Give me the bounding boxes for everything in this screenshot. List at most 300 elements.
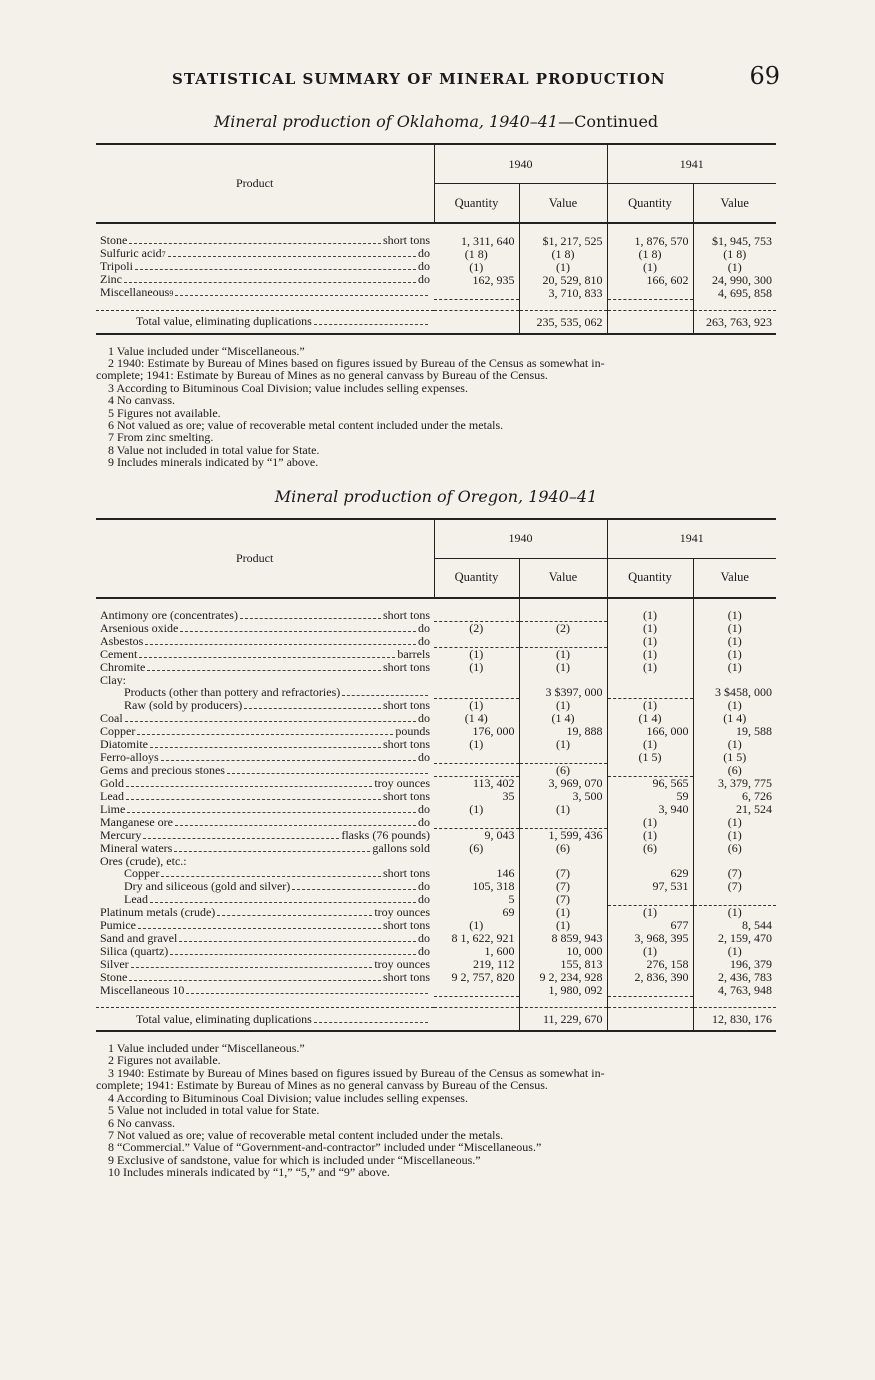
product-cell <box>96 751 434 764</box>
value-1940-cell: (1) <box>519 661 607 674</box>
quantity-1941-cell: 677 <box>607 919 693 932</box>
table-row <box>96 867 776 880</box>
value-1940-cell <box>519 751 607 764</box>
footnote: 4 According to Bituminous Coal Division; value includes selling expenses. <box>108 1090 468 1105</box>
quantity-1940-cell: 1, 600 <box>434 945 519 958</box>
footnote: 9 Includes minerals indicated by “1” above. <box>108 455 319 470</box>
product-cell <box>96 686 434 699</box>
leader-dots <box>129 980 381 981</box>
value-1940-cell: (1) <box>519 906 607 919</box>
leader-dots <box>314 324 428 325</box>
table-row <box>96 674 776 686</box>
spacer-cell <box>96 598 434 609</box>
value-1941-cell: (1) <box>727 647 742 662</box>
quantity-1940-cell: 69 <box>434 906 519 919</box>
value-1941-cell: (1) <box>727 815 742 830</box>
unit-label: do <box>418 273 430 286</box>
quantity-1941-cell: (1) <box>607 622 693 635</box>
quantity-1940-cell: (1) <box>434 648 519 661</box>
oregon-caption-text: Mineral production of Oregon, 1940–41 <box>274 486 598 506</box>
unit-label: do <box>418 711 430 725</box>
value-1941-cell: (1) <box>727 737 742 752</box>
unit-label: short tons <box>382 698 430 712</box>
value-1940-cell: 1, 599, 436 <box>519 829 607 842</box>
quantity-1940-cell <box>434 635 519 648</box>
value-1941-cell <box>693 893 776 906</box>
table-row <box>96 661 776 674</box>
value-1941-cell: (7) <box>727 879 742 894</box>
footnote: 8 “Commercial.” Value of “Government-and-contractor” included under “Miscellaneous.” <box>108 1140 542 1155</box>
leader-dots <box>150 747 381 748</box>
value-1941-cell: (7) <box>727 866 742 881</box>
table-row <box>96 945 776 958</box>
oregon-value-1941-header: Value <box>693 558 776 598</box>
table-row <box>96 880 776 893</box>
table-row <box>96 906 776 919</box>
unit-label: do <box>418 815 430 829</box>
unit-label: do <box>418 944 430 958</box>
oregon-caption <box>96 487 776 506</box>
leader-dots <box>147 670 381 671</box>
unit-label: short tons <box>382 789 430 803</box>
value-1940-cell <box>519 635 607 648</box>
table-row <box>96 712 776 725</box>
spacer-row <box>96 299 776 310</box>
value-1940-cell: (7) <box>519 893 607 906</box>
table-row <box>96 958 776 971</box>
value-1940-cell: 19, 888 <box>519 725 607 738</box>
table-row <box>96 286 776 299</box>
value-1940-cell: 10, 000 <box>519 945 607 958</box>
leader-dots <box>180 631 416 632</box>
quantity-1940-cell: 9 2, 757, 820 <box>434 971 519 984</box>
table-row <box>96 984 776 997</box>
leader-dots <box>179 941 416 942</box>
spacer-cell <box>434 223 519 234</box>
total-value-1940-cell: 11, 229, 670 <box>519 1008 607 1032</box>
oklahoma-table-body <box>96 223 776 334</box>
value-1941-cell <box>693 674 776 686</box>
footnote: 8 Value not included in total value for State. <box>108 442 320 457</box>
product-name: Silver <box>100 957 129 971</box>
quantity-1940-cell <box>434 674 519 686</box>
leader-dots <box>124 282 416 283</box>
value-1940-cell: 3 $397, 000 <box>519 686 607 699</box>
quantity-1940-cell: (1) <box>434 738 519 751</box>
leader-dots <box>292 889 416 890</box>
quantity-1941-cell: 276, 158 <box>607 958 693 971</box>
quantity-1941-cell: (1) <box>607 260 693 273</box>
oregon-table-body <box>96 598 776 1032</box>
product-name: Products (other than pottery and refractories) <box>124 685 341 699</box>
product-cell <box>96 738 434 751</box>
product-cell <box>96 661 434 674</box>
unit-label: do <box>418 634 430 648</box>
spacer-cell <box>434 299 519 310</box>
leader-dots <box>127 812 416 813</box>
leader-dots <box>161 876 381 877</box>
total-value-1940-cell: 235, 535, 062 <box>519 310 607 334</box>
total-quantity-1940-cell <box>434 310 519 334</box>
unit-label: do <box>418 750 430 764</box>
quantity-1941-cell: (1 8) <box>607 247 693 260</box>
value-1940-cell: 8 859, 943 <box>519 932 607 945</box>
value-1940-cell: (1) <box>519 919 607 932</box>
unit-label: do <box>418 879 430 893</box>
value-1941-cell: 24, 990, 300 <box>712 272 772 287</box>
spacer-cell <box>96 997 434 1008</box>
value-1941-cell: 8, 544 <box>742 918 772 933</box>
quantity-1941-cell: (1) <box>607 661 693 674</box>
value-1940-cell: 1, 980, 092 <box>519 984 607 997</box>
value-1940-cell: (2) <box>519 622 607 635</box>
quantity-1941-cell: (1) <box>607 738 693 751</box>
product-cell <box>96 906 434 919</box>
table-row <box>96 764 776 777</box>
product-name: Dry and siliceous (gold and silver) <box>124 879 291 893</box>
quantity-1941-cell: (1) <box>607 699 693 712</box>
product-cell <box>96 984 434 997</box>
quantity-1941-cell: 2, 836, 390 <box>607 971 693 984</box>
footnote: 6 Not valued as ore; value of recoverable metal content included under the metals. <box>108 417 504 432</box>
value-1940-cell: (1) <box>519 738 607 751</box>
value-1940-cell: (1 4) <box>519 712 607 725</box>
oklahoma-value-1941-header: Value <box>693 184 776 224</box>
leader-dots <box>139 657 395 658</box>
product-cell <box>96 855 434 867</box>
leader-dots <box>126 786 372 787</box>
footnote: 2 Figures not available. <box>108 1053 221 1068</box>
unit-label: do <box>418 621 430 635</box>
oregon-table <box>96 518 776 1033</box>
quantity-1941-cell: (1) <box>607 829 693 842</box>
product-name: Sand and gravel <box>100 931 178 945</box>
unit-label: do <box>418 260 430 273</box>
value-1940-cell: 3, 500 <box>519 790 607 803</box>
leader-dots <box>227 773 428 774</box>
footnote: 1 Value included under “Miscellaneous.” <box>108 343 305 358</box>
spacer-row <box>96 997 776 1008</box>
table-row <box>96 725 776 738</box>
oklahoma-year-1941-header: 1941 <box>607 144 776 184</box>
spacer-cell <box>519 598 607 609</box>
unit-label: do <box>418 247 430 260</box>
quantity-1940-cell <box>434 984 519 997</box>
spacer-cell <box>607 997 693 1008</box>
value-1941-cell: $1, 945, 753 <box>712 233 772 248</box>
product-cell <box>96 699 434 712</box>
value-1940-cell: 3, 710, 833 <box>519 286 607 299</box>
value-1940-cell <box>519 816 607 829</box>
value-1940-cell: (1 8) <box>519 247 607 260</box>
oregon-quantity-1940-header: Quantity <box>434 558 519 598</box>
product-cell <box>96 790 434 803</box>
value-1940-cell: (6) <box>519 842 607 855</box>
product-name: Miscellaneous 10 <box>100 983 185 997</box>
oregon-quantity-1941-header: Quantity <box>607 558 693 598</box>
product-name: Manganese ore <box>100 815 173 829</box>
quantity-1940-cell: (2) <box>434 622 519 635</box>
quantity-1940-cell <box>434 751 519 764</box>
product-name: Stone <box>100 970 128 984</box>
quantity-1940-cell: 9, 043 <box>434 829 519 842</box>
footnote: complete; 1941: Estimate by Bureau of Mines as no general canvass by Bureau of the Census. <box>96 368 548 383</box>
value-1940-cell <box>519 674 607 686</box>
table-row <box>96 260 776 273</box>
total-value-1941-cell: 12, 830, 176 <box>693 1008 776 1032</box>
product-name: Gems and precious stones <box>100 763 225 777</box>
quantity-1941-cell <box>607 764 693 777</box>
product-name: Mercury <box>100 828 142 842</box>
table-row <box>96 803 776 816</box>
product-cell <box>96 725 434 738</box>
quantity-1940-cell: 146 <box>434 867 519 880</box>
quantity-1940-cell: (1 8) <box>434 247 519 260</box>
quantity-1940-cell: 162, 935 <box>434 273 519 286</box>
product-cell <box>96 609 434 622</box>
product-name: Miscellaneous <box>100 286 170 299</box>
oregon-year-1940-header: 1940 <box>434 519 607 559</box>
value-1941-cell: (1 8) <box>723 246 747 261</box>
oregon-product-header: Product <box>96 519 434 598</box>
spacer-row <box>96 223 776 234</box>
product-name: Copper <box>124 866 160 880</box>
product-cell: Sulfuric acid 7 do <box>100 247 430 260</box>
footnote: 2 1940: Estimate by Bureau of Mines based on figures issued by Bureau of the Census as somewhat in- <box>108 355 605 370</box>
leader-dots <box>174 851 370 852</box>
footnote: 6 No canvass. <box>108 1115 175 1130</box>
total-label-cell <box>96 1008 434 1032</box>
unit-label: do <box>418 802 430 816</box>
product-name: Coal <box>100 711 123 725</box>
leader-dots <box>314 1022 428 1023</box>
leader-dots <box>244 708 381 709</box>
product-name: Zinc <box>100 273 122 286</box>
value-1941-cell: (1 4) <box>723 711 747 726</box>
quantity-1941-cell <box>607 686 693 699</box>
value-1941-cell: (1) <box>727 698 742 713</box>
value-1941-cell: 196, 379 <box>730 957 772 972</box>
value-1941-cell: 21, 524 <box>736 802 772 817</box>
product-name: Mineral waters <box>100 841 173 855</box>
product-cell <box>96 958 434 971</box>
spacer-cell <box>434 598 519 609</box>
table-row <box>96 777 776 790</box>
product-name: Lead <box>100 789 124 803</box>
unit-label: short tons <box>382 660 430 674</box>
quantity-1941-cell: (6) <box>607 842 693 855</box>
spacer-cell <box>434 997 519 1008</box>
product-cell <box>96 971 434 984</box>
quantity-1941-cell <box>607 893 693 906</box>
quantity-1941-cell: (1) <box>607 635 693 648</box>
spacer-cell <box>96 223 434 234</box>
unit-label: pounds <box>395 724 430 738</box>
running-title: STATISTICAL SUMMARY OF MINERAL PRODUCTION <box>172 70 666 88</box>
footnote: 7 Not valued as ore; value of recoverable metal content included under the metals. <box>108 1127 504 1142</box>
oklahoma-value-1940-header: Value <box>519 184 607 224</box>
product-name: Clay: <box>100 673 126 686</box>
table-row <box>96 234 776 247</box>
total-row <box>96 310 776 334</box>
value-1940-cell: (1) <box>519 260 607 273</box>
value-1941-cell: 4, 695, 858 <box>718 285 772 300</box>
leader-dots <box>143 838 339 839</box>
value-1941-cell: (1) <box>727 621 742 636</box>
product-name: Copper <box>100 724 136 738</box>
product-cell <box>96 880 434 893</box>
table-row <box>96 635 776 648</box>
value-1940-cell: 20, 529, 810 <box>519 273 607 286</box>
quantity-1940-cell <box>434 816 519 829</box>
oklahoma-caption <box>96 112 776 131</box>
quantity-1940-cell: (1) <box>434 699 519 712</box>
quantity-1940-cell <box>434 609 519 622</box>
table-row <box>96 919 776 932</box>
quantity-1941-cell: 166, 602 <box>607 273 693 286</box>
quantity-1940-cell: 113, 402 <box>434 777 519 790</box>
value-1940-cell <box>519 855 607 867</box>
unit-label: gallons sold <box>372 841 430 855</box>
quantity-1940-cell <box>434 764 519 777</box>
oklahoma-year-1940-header: 1940 <box>434 144 607 184</box>
value-1941-cell: 4, 763, 948 <box>718 983 772 998</box>
product-name: Lime <box>100 802 126 816</box>
product-name: Raw (sold by producers) <box>124 698 243 712</box>
footnote: 7 From zinc smelting. <box>108 430 214 445</box>
product-name: Sulfuric acid <box>100 247 162 260</box>
quantity-1940-cell <box>434 686 519 699</box>
quantity-1940-cell: (1) <box>434 661 519 674</box>
spacer-cell <box>607 223 693 234</box>
product-cell <box>96 712 434 725</box>
value-1940-cell: 3, 969, 070 <box>519 777 607 790</box>
product-cell <box>96 803 434 816</box>
spacer-cell <box>693 223 776 234</box>
footnote: 10 Includes minerals indicated by “1,” “5,” and “9” above. <box>108 1165 390 1180</box>
oregon-year-1941-header: 1941 <box>607 519 776 559</box>
value-1941-cell: (1) <box>727 660 742 675</box>
value-1941-cell: 2, 159, 470 <box>718 931 772 946</box>
leader-dots <box>161 760 416 761</box>
product-cell <box>96 622 434 635</box>
value-1940-cell: (7) <box>519 867 607 880</box>
unit-label: short tons <box>382 737 430 751</box>
table-row <box>96 842 776 855</box>
product-cell <box>96 674 434 686</box>
table-row <box>96 738 776 751</box>
product-cell: Miscellaneous 9 <box>96 286 434 299</box>
oregon-footnotes <box>96 1042 776 1178</box>
product-name: Pumice <box>100 918 136 932</box>
quantity-1941-cell <box>607 286 693 299</box>
product-name: Gold <box>100 776 124 790</box>
value-1940-cell: (1) <box>519 699 607 712</box>
product-name: Ferro-alloys <box>100 750 159 764</box>
quantity-1941-cell <box>607 984 693 997</box>
value-1941-cell: (6) <box>727 763 742 778</box>
product-name: Antimony ore (concentrates) <box>100 608 238 622</box>
unit-label: short tons <box>382 608 430 622</box>
page-number: 69 <box>749 62 780 90</box>
product-name: Diatomite <box>100 737 148 751</box>
product-name: Tripoli <box>100 260 133 273</box>
product-cell <box>96 867 434 880</box>
quantity-1941-cell: 3, 940 <box>607 803 693 816</box>
product-cell <box>96 764 434 777</box>
leader-dots <box>138 928 381 929</box>
product-cell <box>96 648 434 661</box>
product-cell <box>96 777 434 790</box>
value-1940-cell <box>519 609 607 622</box>
value-1941-cell: 3, 379, 775 <box>718 776 772 791</box>
product-cell <box>96 816 434 829</box>
quantity-1941-cell: (1) <box>607 816 693 829</box>
unit-label: barrels <box>397 647 430 661</box>
quantity-1940-cell: 105, 318 <box>434 880 519 893</box>
table-row <box>96 829 776 842</box>
quantity-1940-cell: 176, 000 <box>434 725 519 738</box>
total-quantity-1941-cell <box>607 1008 693 1032</box>
oklahoma-product-header: Product <box>96 144 434 223</box>
value-1941-cell: (1) <box>727 828 742 843</box>
quantity-1940-cell: (1) <box>434 919 519 932</box>
spacer-cell <box>693 997 776 1008</box>
oklahoma-quantity-1940-header: Quantity <box>434 184 519 224</box>
product-cell <box>96 829 434 842</box>
unit-label: troy ounces <box>374 957 430 971</box>
oklahoma-caption-suffix: —Continued <box>558 112 659 131</box>
table-row <box>96 893 776 906</box>
table-row <box>96 622 776 635</box>
quantity-1941-cell: 96, 565 <box>607 777 693 790</box>
product-name: Asbestos <box>100 634 144 648</box>
leader-dots <box>129 243 381 244</box>
table-row <box>96 971 776 984</box>
product-name: Ores (crude), etc.: <box>100 854 187 867</box>
table-row <box>96 686 776 699</box>
quantity-1941-cell: 97, 531 <box>607 880 693 893</box>
oregon-value-1940-header: Value <box>519 558 607 598</box>
quantity-1941-cell: (1 4) <box>607 712 693 725</box>
quantity-1940-cell: (6) <box>434 842 519 855</box>
quantity-1941-cell: 629 <box>607 867 693 880</box>
value-1941-cell: 19, 588 <box>736 724 772 739</box>
quantity-1940-cell <box>434 286 519 299</box>
total-label-cell <box>96 310 434 334</box>
spacer-cell <box>519 223 607 234</box>
footnote: 1 Value included under “Miscellaneous.” <box>108 1041 305 1056</box>
leader-dots <box>126 799 381 800</box>
quantity-1941-cell: 59 <box>607 790 693 803</box>
footnote: 4 No canvass. <box>108 393 175 408</box>
value-1941-cell: (1) <box>727 944 742 959</box>
quantity-1941-cell: 166, 000 <box>607 725 693 738</box>
value-1941-cell: (1) <box>727 259 742 274</box>
value-1941-cell <box>693 855 776 867</box>
product-cell <box>96 893 434 906</box>
quantity-1940-cell: 35 <box>434 790 519 803</box>
leader-dots <box>137 734 393 735</box>
product-name: Chromite <box>100 660 146 674</box>
total-quantity-1940-cell <box>434 1008 519 1032</box>
value-1940-cell: (6) <box>519 764 607 777</box>
total-label: Total value, eliminating duplications <box>136 1011 312 1026</box>
quantity-1940-cell: (1 4) <box>434 712 519 725</box>
oklahoma-footnotes <box>96 345 776 469</box>
leader-dots <box>168 256 416 257</box>
leader-dots <box>240 618 381 619</box>
